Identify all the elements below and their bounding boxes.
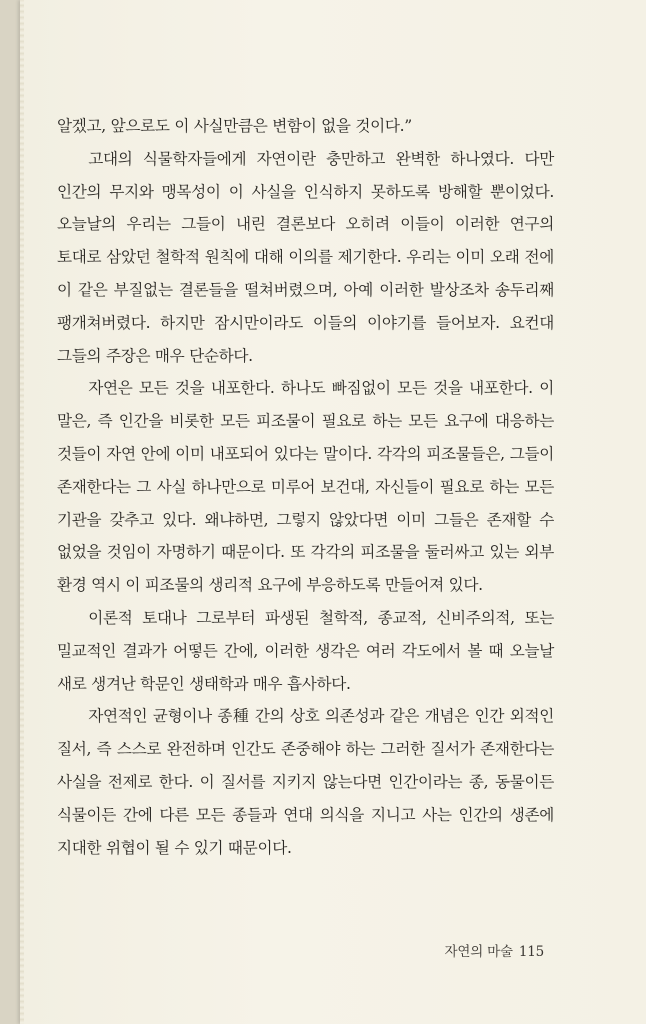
paragraph-2: 고대의 식물학자들에게 자연이란 충만하고 완벽한 하나였다. 다만 인간의 무지와 맹목성이 이 사실을 인식하지 못하도록 방해할 뿐이었다. 오늘날의 우리는 그들이 내린 결론보다 오히려 이들이 이러한 연구의 토대로 삼았던 철학적 원칙에 대해 이의를 제기한다. 우리는 이미 오래 전에 이 같은 부질없는 결론들을 떨쳐버렸으며, 아예 이러한 발상조차 송두리째 팽개쳐버렸다. 하지만 잠시만이라도 이들의 이야기를 들어보자. 요컨대 그들의 주장은 매우 단순하다. bbox=[57, 149, 554, 365]
paragraph-1: 알겠고, 앞으로도 이 사실만큼은 변함이 없을 것이다.” bbox=[57, 117, 412, 135]
page-number: 115 bbox=[518, 944, 544, 960]
paragraph-5: 자연적인 균형이나 종種 간의 상호 의존성과 같은 개념은 인간 외적인 질서, 즉 스스로 완전하며 인간도 존중해야 하는 그러한 질서가 존재한다는 사실을 전제로 한다. 이 질서를 지키지 않는다면 인간이라는 종, 동물이든 식물이든 간에 다른 모든 종들과 연대 의식을 지니고 사는 인간의 생존에 지대한 위협이 될 수 있기 때문이다. bbox=[57, 707, 554, 857]
body-text bbox=[57, 110, 554, 864]
page-footer bbox=[445, 940, 544, 960]
paragraph-4: 이론적 토대나 그로부터 파생된 철학적, 종교적, 신비주의적, 또는 밀교적인 결과가 어떻든 간에, 이러한 생각은 여러 각도에서 볼 때 오늘날 새로 생겨난 학문인 생태학과 매우 흡사하다. bbox=[57, 608, 554, 693]
paragraph-3: 자연은 모든 것을 내포한다. 하나도 빠짐없이 모든 것을 내포한다. 이 말은, 즉 인간을 비롯한 모든 피조물이 필요로 하는 모든 요구에 대응하는 것들이 자연 안에 이미 내포되어 있다는 말이다. 각각의 피조물들은, 그들이 존재한다는 그 사실 하나만으로 미루어 보건대, 자신들이 필요로 하는 모든 기관을 갖추고 있다. 왜냐하면, 그렇지 않았다면 이미 그들은 존재할 수 없었을 것임이 자명하기 때문이다. 또 각각의 피조물을 둘러싸고 있는 외부 환경 역시 이 피조물의 생리적 요구에 부응하도록 만들어져 있다. bbox=[57, 379, 554, 595]
running-title: 자연의 마술 bbox=[444, 944, 513, 960]
book-page bbox=[20, 0, 646, 1024]
